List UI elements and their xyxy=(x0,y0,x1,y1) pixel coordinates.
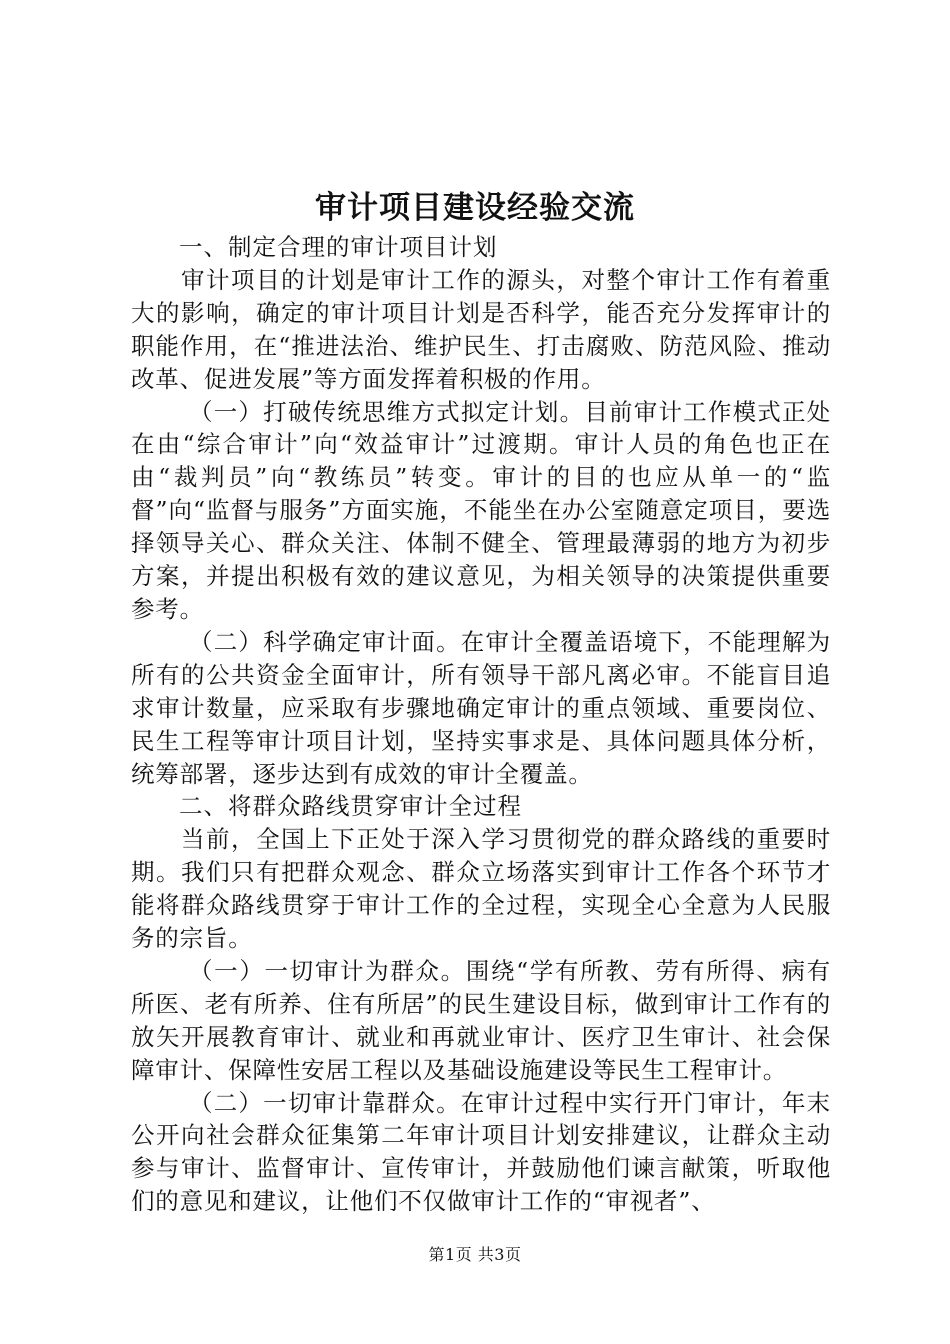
subsection-paragraph: （一）一切审计为群众。围绕“学有所教、劳有所得、病有所医、老有所养、住有所居”的民生建设目标，做到审计工作有的放矢开展教育审计、就业和再就业审计、医疗卫生审计、社会保障审计、保障性安居工程以及基础设施建设等民生工程审计。 xyxy=(131,956,831,1084)
section-heading-2: 二、将群众路线贯穿审计全过程 xyxy=(179,792,522,821)
page-total: 共3页 xyxy=(477,1245,522,1264)
paragraph: 审计项目的计划是审计工作的源头，对整个审计工作有着重大的影响，确定的审计项目计划是否科学，能否充分发挥审计的职能作用，在“推进法治、维护民生、打击腐败、防范风险、推动改革、促进发展”等方面发挥着积极的作用。 xyxy=(131,265,831,393)
section-heading-1: 一、制定合理的审计项目计划 xyxy=(179,233,498,261)
subsection-paragraph: （一）打破传统思维方式拟定计划。目前审计工作模式正处在由“综合审计”向“效益审计”过渡期。审计人员的角色也正在由“裁判员”向“教练员”转变。审计的目的也应从单一的“监督”向“监督与服务”方面实施，不能坐在办公室随意定项目，要选择领导关心、群众关注、体制不健全、管理最薄弱的地方为初步方案，并提出积极有效的建议意见，为相关领导的决策提供重要参考。 xyxy=(131,397,831,623)
document-title: 审计项目建设经验交流 xyxy=(315,190,635,226)
document-body xyxy=(131,231,831,1218)
subsection-paragraph: （二）科学确定审计面。在审计全覆盖语境下，不能理解为所有的公共资金全面审计，所有领导干部凡离必审。不能盲目追求审计数量，应采取有步骤地确定审计的重点领域、重要岗位、民生工程等审计项目计划，坚持实事求是、具体问题具体分析，统筹部署，逐步达到有成效的审计全覆盖。 xyxy=(131,627,831,788)
paragraph: 当前，全国上下正处于深入学习贯彻党的群众路线的重要时期。我们只有把群众观念、群众立场落实到审计工作各个环节才能将群众路线贯穿于审计工作的全过程，实现全心全意为人民服务的宗旨。 xyxy=(131,825,831,953)
page-number: 第1页 xyxy=(428,1245,473,1264)
page-footer xyxy=(0,1245,950,1265)
subsection-paragraph: （二）一切审计靠群众。在审计过程中实行开门审计，年末公开向社会群众征集第二年审计项目计划安排建议，让群众主动参与审计、监督审计、宣传审计，并鼓励他们谏言献策，听取他们的意见和建议，让他们不仅做审计工作的“审视者”、 xyxy=(131,1088,831,1216)
